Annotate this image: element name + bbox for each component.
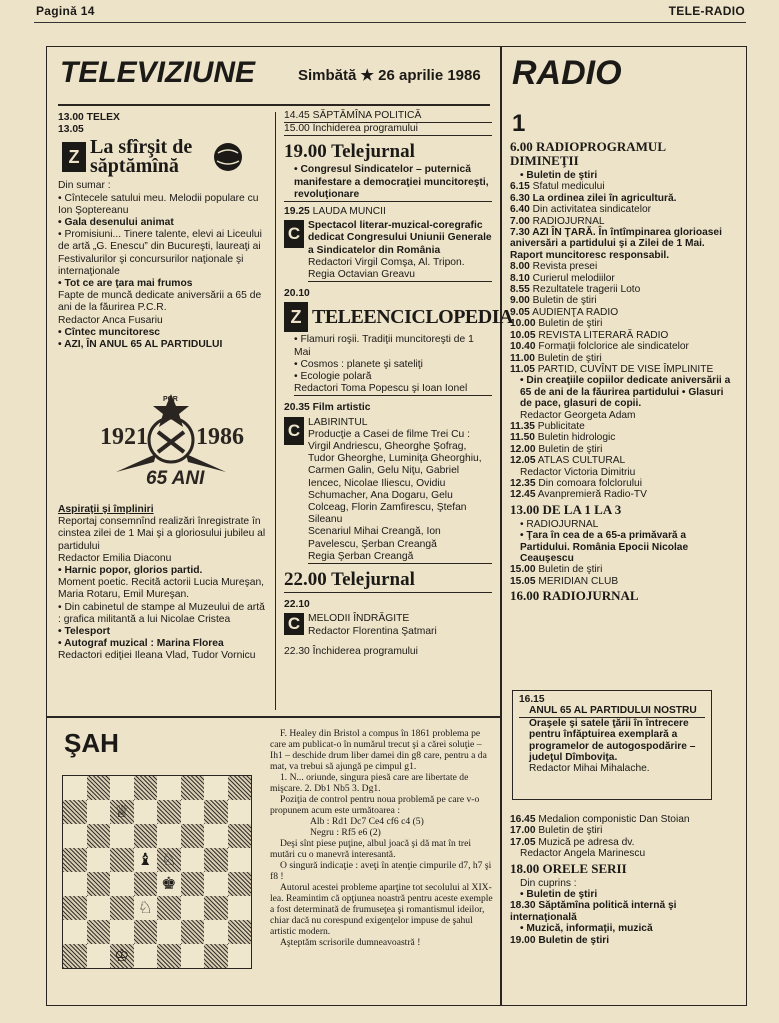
chess-square	[157, 848, 181, 872]
chess-square	[110, 776, 134, 800]
chess-square	[63, 944, 87, 968]
emblem-label: 65 ANI	[146, 468, 205, 489]
chess-square	[134, 776, 158, 800]
radio-title: RADIO	[512, 54, 622, 92]
chess-square	[87, 872, 111, 896]
radio-text: • Din creaţiile copiilor dedicate aniversării a 65 de ani de la făurirea partidului • Glasuri de pace, glasuri de copii.	[520, 375, 731, 410]
ball-icon	[212, 141, 244, 173]
chess-square	[181, 776, 205, 800]
chess-square	[63, 800, 87, 824]
labirintul-regia: Regia Şerban Creangă	[308, 551, 492, 564]
section-label: TELE-RADIO	[668, 4, 745, 18]
radio-text: Rezultatele tragerii Loto	[532, 284, 641, 296]
radio-time: 12.05	[510, 455, 536, 467]
radio-text: Din comoara folclorului	[538, 477, 642, 489]
chess-para: Alb : Rd1 Dc7 Ce4 cf6 c4 (5)	[310, 816, 424, 827]
radio-text: DE LA 1 LA 3	[542, 501, 622, 517]
box-red: Redactor Mihai Mihalache.	[529, 763, 650, 775]
radio-time: 11.35	[510, 420, 535, 432]
radio-item	[510, 204, 732, 215]
radio-text: RADIOJURNAL	[542, 588, 639, 604]
radio-time: 12.00	[510, 443, 536, 455]
color-tag-icon: C	[284, 613, 304, 635]
radio-text: MERIDIAN CLUB	[538, 575, 619, 587]
slot-1900: 19.00 Telejurnal	[284, 141, 415, 163]
radio-item	[510, 878, 732, 889]
radio-time: 9.05	[510, 306, 530, 318]
chess-para: Aşteptăm scrisorile dumneavoastră !	[280, 937, 421, 948]
chess-square	[204, 800, 228, 824]
sumar-item: Redactor Anca Fusariu	[58, 314, 163, 326]
radio-program-number: 1	[512, 110, 526, 137]
radio-item	[510, 216, 732, 227]
labirintul-block	[284, 417, 492, 564]
sumar2-item: Moment poetic. Recită actorii Lucia Mureşan, Maria Rotaru, Emil Mureşan.	[58, 577, 265, 601]
chess-square	[134, 848, 158, 872]
teleenciclopedia-items	[284, 334, 492, 396]
radio-item	[510, 814, 732, 825]
chess-square	[110, 848, 134, 872]
sumar2-item: Redactor Emilia Diaconu	[58, 552, 172, 564]
slot-2200: 22.00 Telejurnal	[284, 568, 492, 593]
lauda-red: Redactori Virgil Comşa, Al. Tripon.	[308, 256, 465, 268]
radio-item	[510, 181, 732, 192]
radio-text: Buletin de ştiri	[537, 352, 602, 364]
chess-para: Autorul acestei probleme aparţine tot secolului al XIX-lea. Reamintim că opţiunea noastră pentru aceste exemple a fost determinată de frumuseţea şi romantismul ideilor, chiar dacă nu corespund exigenţelor impuse de şahul artistic modern.	[270, 882, 493, 937]
radio-text: • Muzică, informaţii, muzică	[520, 923, 653, 935]
chess-square	[157, 896, 181, 920]
radio-column-2	[510, 814, 732, 946]
radio-item	[510, 273, 732, 284]
radio-time: 11.05	[510, 363, 535, 375]
chess-square	[157, 824, 181, 848]
radio-time: 10.40	[510, 341, 536, 353]
radio-text: La ordinea zilei în agricultură.	[532, 192, 677, 204]
chess-square	[134, 944, 158, 968]
chess-square	[87, 824, 111, 848]
radio-item	[510, 935, 732, 946]
tv-title: TELEVIZIUNE	[60, 56, 256, 89]
chess-square	[228, 896, 252, 920]
chess-square	[228, 848, 252, 872]
chess-square	[110, 824, 134, 848]
chess-square	[157, 776, 181, 800]
tv-col-divider	[275, 112, 276, 710]
chess-para: O singură indicaţie : aveţi în atenţie cimpurile d7, h7 şi f8 !	[270, 860, 492, 882]
radio-text: Buletin de ştiri	[538, 934, 610, 946]
chess-square	[181, 944, 205, 968]
chess-square	[157, 920, 181, 944]
radio-item	[510, 444, 732, 455]
sfirsit-logo	[62, 138, 268, 176]
sumar-item: • Promisiuni... Tinere talente, elevi ai Liceului de artă „G. Enescu” din Bucureşti, laureaţi ai Festivalurilor şi concursurilor naţionale şi internaţionale	[58, 229, 262, 277]
sumar2-item: Reportaj consemnînd realizări înregistrate în cinstea zilei de 1 Mai şi a gloriosului jubileu al partidului	[58, 516, 266, 552]
chess-square	[134, 872, 158, 896]
radio-text: Buletin de ştiri	[532, 295, 597, 307]
chess-title: ŞAH	[64, 728, 119, 758]
labirintul-title: LABIRINTUL	[308, 416, 368, 428]
radio-time: 11.00	[510, 352, 535, 364]
radio-text: ATLAS CULTURAL	[537, 455, 626, 467]
chess-square	[110, 800, 134, 824]
box-title: ANUL 65 AL PARTIDULUI NOSTRU	[519, 705, 705, 717]
radio-item	[510, 307, 732, 318]
chess-square	[204, 824, 228, 848]
radio-text: Curierul melodiilor	[532, 272, 615, 284]
sumar2-item: • Harnic popor, glorios partid.	[58, 565, 203, 577]
radio-item	[510, 140, 732, 168]
chess-square	[228, 776, 252, 800]
radio-text: REVISTA LITERARĂ RADIO	[538, 329, 669, 341]
radio-time: 17.05	[510, 836, 536, 848]
radio-text: Buletin de ştiri	[538, 443, 603, 455]
radio-time: 9.00	[510, 295, 530, 307]
radio-text: • Buletin de ştiri	[520, 170, 598, 181]
chess-square	[87, 848, 111, 872]
radio-item	[510, 318, 732, 329]
radio-time: 19.00	[510, 934, 536, 946]
radio-time: 6.00	[510, 139, 533, 154]
aspiratii-title: Aspiraţii şi împliniri	[58, 504, 154, 515]
tv-mid-column	[284, 110, 513, 658]
tv-symbol-icon: Z	[284, 302, 308, 332]
radio-item	[510, 375, 732, 409]
color-tag-icon: C	[284, 417, 304, 445]
page-number: Pagină 14	[36, 4, 95, 18]
chess-square	[134, 800, 158, 824]
teleenciclopedia-title: TELEENCICLOPEDIA	[312, 306, 513, 329]
chess-square	[110, 920, 134, 944]
chess-square	[87, 896, 111, 920]
radio-text: Buletin de ştiri	[538, 564, 603, 576]
chess-square	[63, 824, 87, 848]
radio-text: Buletin hidrologic	[537, 432, 616, 444]
tv-date: Simbătă ★ 26 aprilie 1986	[298, 67, 481, 84]
chess-square	[87, 776, 111, 800]
chess-piece-icon: ♔	[114, 945, 130, 966]
tele-item: • Cosmos : planete şi sateliţi	[294, 358, 423, 370]
slot-1900-note: • Congresul Sindicatelor – puternică manifestare a democraţiei muncitoreşti, revoluţionare	[284, 164, 492, 202]
chess-text	[270, 728, 494, 948]
radio-divider	[500, 46, 502, 1006]
radio-item	[510, 889, 732, 900]
chess-square	[63, 776, 87, 800]
chess-piece-icon: ♕	[114, 801, 130, 822]
chess-piece-icon: ♘	[137, 897, 153, 918]
chess-square	[63, 896, 87, 920]
chess-piece-icon: ♚	[161, 873, 177, 894]
radio-item	[510, 564, 732, 575]
sumar2-item: • Autograf muzical : Marina Florea	[58, 638, 224, 650]
sfirsit-title: La sfîrşit de săptămînă	[90, 136, 193, 178]
sumar2-item: • Telesport	[58, 626, 111, 638]
chess-square	[181, 920, 205, 944]
slot-1500: 15.00 Închiderea programului	[284, 123, 492, 136]
sumar-label: Din sumar :	[58, 180, 111, 192]
chess-para: F. Healey din Bristol a compus în 1861 problema pe care am publicat-o în numărul trecut şi a cărei soluţie – Ih1 – deschide drum liber damei din g8 care, pentru a da mat, va trebui să ajungă pe cimpul g1.	[270, 728, 487, 772]
radio-item	[510, 421, 732, 432]
radio-item	[510, 364, 732, 375]
radio-time: 16.45	[510, 814, 536, 825]
chess-square	[63, 848, 87, 872]
sumar-item: • AZI, ÎN ANUL 65 AL PARTIDULUI	[58, 339, 223, 351]
sumar-item: • Cîntecele satului meu. Melodii populare cu Ion Şoptereanu	[58, 192, 259, 216]
lauda-regia: Regia Octavian Greavu	[308, 269, 492, 282]
radio-item	[510, 589, 732, 603]
chess-square	[204, 872, 228, 896]
radio-text: Buletin de ştiri	[538, 318, 603, 330]
emblem-right-year: 1986	[196, 424, 244, 450]
radio-time: 6.40	[510, 204, 530, 216]
radio-text: Redactor Georgeta Adam	[520, 409, 636, 421]
tv-left-column-2	[58, 504, 268, 663]
radio-text: Muzică pe adresa dv.	[538, 836, 635, 848]
chess-square	[228, 872, 252, 896]
radio-time: 11.50	[510, 432, 535, 444]
radio-text: Săptămîna politică internă şi internaţională	[510, 900, 677, 923]
radio-text: RADIOJURNAL	[532, 215, 605, 227]
emblem-left-year: 1921	[100, 424, 148, 450]
radio-item	[510, 227, 732, 261]
radio-item	[510, 432, 732, 443]
chess-square	[134, 920, 158, 944]
chess-square	[87, 800, 111, 824]
radio-time: 10.00	[510, 318, 536, 330]
radio-text: Din activitatea sindicatelor	[532, 204, 652, 216]
labirintul-scenariu: Scenariul Mihai Creangă, Ion Pavelescu, Şerban Creangă	[308, 526, 441, 550]
chess-piece-icon: ♝	[137, 849, 153, 870]
radio-item	[510, 848, 732, 859]
slot-2230: 22.30 Închiderea programului	[284, 645, 418, 657]
radio-time: 7.30	[510, 227, 530, 239]
chess-piece-icon: ♘	[161, 849, 177, 870]
radio-time: 18.30	[510, 900, 536, 912]
sumar-item: • Tot ce are ţara mai frumos	[58, 278, 193, 290]
header-rule	[34, 22, 746, 23]
radio-time: 12.45	[510, 489, 536, 501]
radio-item	[510, 284, 732, 295]
slot-2035: 20.35 Film artistic	[284, 402, 371, 414]
chess-square	[181, 896, 205, 920]
chess-square	[204, 944, 228, 968]
radio-item	[510, 862, 732, 876]
box-time: 16.15	[519, 694, 545, 705]
radio-text: • Buletin de ştiri	[520, 889, 598, 901]
radio-item	[510, 261, 732, 272]
chess-para: Negru : Rf5 e6 (2)	[310, 827, 381, 838]
chess-para: 1. N... oriunde, singura piesă care are libertate de mişcare. 2. Db1 Nb5 3. Dg1.	[270, 772, 469, 794]
chess-square	[204, 920, 228, 944]
radio-item	[510, 410, 732, 421]
labirintul-cast: Producţie a Casei de filme Trei Cu : Virgil Andriescu, Gheorghe Şofrag, Tudor Gheorghe, Luminiţa Gheorghiu, Carmen Galin, Gelu Niţu, Gabriel Iencec, Nicolae Iliescu, Ovidiu Schumacher, Ana Dogaru, Gelu Colceag, Florin Zamfirescu, Ştefan Sileanu	[308, 428, 482, 526]
radio-item	[510, 353, 732, 364]
tv-symbol-icon: Z	[62, 142, 86, 172]
radio-item	[510, 295, 732, 306]
chess-square	[204, 776, 228, 800]
radio-time: 8.10	[510, 272, 530, 284]
lauda-block	[284, 220, 492, 282]
chess-square	[63, 872, 87, 896]
radio-text: • Ţara în cea de a 65-a primăvară a Partidului. România Epocii Nicolae Ceauşescu	[520, 530, 689, 564]
radio-time: 15.05	[510, 575, 536, 587]
chess-divider	[46, 716, 500, 718]
radio-item	[510, 193, 732, 204]
radio-item	[510, 455, 732, 466]
radio-item	[510, 530, 732, 564]
radio-text: Medalion componistic Dan Stoian	[538, 814, 690, 825]
radio-column	[510, 138, 732, 605]
melodii-red: Redactor Florentina Şatmari	[308, 625, 437, 637]
radio-text: Revista presei	[532, 261, 598, 273]
radio-item	[510, 341, 732, 352]
radio-text: PARTID, CUVÎNT DE VISE ÎMPLINITE	[537, 363, 714, 375]
radio-text: Avanpremieră Radio-TV	[537, 489, 647, 501]
radio-time: 8.00	[510, 261, 530, 273]
radio-text: • RADIOJURNAL	[520, 518, 599, 530]
radio-item	[510, 489, 732, 500]
chess-square	[228, 944, 252, 968]
radio-text: Sfatul medicului	[532, 181, 605, 193]
radio-time: 18.00	[510, 860, 540, 876]
sumar2-item: • Din cabinetul de stampe al Muzeului de artă : grafica militantă a lui Nicolae Cristea	[58, 601, 265, 625]
radio-item	[510, 503, 732, 517]
chess-square	[181, 800, 205, 824]
chess-square	[157, 800, 181, 824]
radio-text: Formaţii folclorice ale sindicatelor	[538, 341, 689, 353]
radio-item	[510, 576, 732, 587]
tele-item: Redactori Toma Popescu şi Ioan Ionel	[294, 383, 492, 396]
radio-time: 10.05	[510, 329, 536, 341]
chess-square	[228, 824, 252, 848]
radio-box	[512, 690, 712, 800]
radio-item	[510, 923, 732, 934]
chess-square	[228, 920, 252, 944]
radio-item	[510, 837, 732, 848]
chess-para: Poziţia de control pentru noua problemă pe care v-o propunem acum este următoarea :	[270, 794, 480, 816]
color-tag-icon: C	[284, 220, 304, 248]
radio-time: 6.30	[510, 192, 530, 204]
radio-time: 7.00	[510, 215, 530, 227]
slot-1305: 13.05	[58, 124, 84, 136]
chess-square	[87, 920, 111, 944]
chess-square	[134, 824, 158, 848]
teleenciclopedia-logo	[284, 302, 513, 332]
radio-time: 16.00	[510, 588, 540, 604]
chess-square	[181, 848, 205, 872]
tv-title-rule	[58, 104, 490, 106]
sumar2-item: Redactori ediţiei Ileana Vlad, Tudor Vornicu	[58, 650, 256, 662]
slot-2010: 20.10	[284, 288, 310, 300]
slot-1925: 19.25 LAUDA MUNCII	[284, 206, 386, 218]
radio-time: 6.15	[510, 181, 530, 193]
chess-square	[204, 848, 228, 872]
radio-text: Buletin de ştiri	[538, 825, 603, 837]
chess-square	[157, 944, 181, 968]
radio-item	[510, 330, 732, 341]
radio-item	[510, 170, 732, 181]
slot-2210: 22.10	[284, 599, 310, 611]
chess-square	[87, 944, 111, 968]
radio-text: Redactor Victoria Dimitriu	[520, 466, 636, 478]
chess-square	[63, 920, 87, 944]
radio-text: Publicitate	[537, 420, 585, 432]
chess-square	[110, 944, 134, 968]
radio-text: RADIOPROGRAMUL DIMINEŢII	[510, 139, 666, 168]
tele-item: • Ecologie polară	[294, 371, 372, 383]
radio-item	[510, 825, 732, 836]
chess-square	[181, 872, 205, 896]
melodii-block	[284, 613, 492, 637]
melodii-title: MELODII ÎNDRĂGITE	[308, 613, 410, 625]
radio-text: ORELE SERII	[542, 860, 627, 876]
sumar-item: • Cîntec muncitoresc	[58, 326, 161, 338]
slot-1445: 14.45 SĂPTĂMÎNA POLITICĂ	[284, 110, 492, 123]
slot-telex: 13.00 TELEX	[58, 112, 120, 123]
radio-text: Din cuprins :	[520, 877, 577, 889]
radio-text: AUDIENŢA RADIO	[532, 306, 619, 318]
radio-item	[510, 900, 732, 923]
radio-item	[510, 519, 732, 530]
pcr-65-emblem	[96, 392, 246, 502]
radio-time: 17.00	[510, 825, 536, 837]
radio-time: 15.00	[510, 564, 536, 576]
chess-square	[181, 824, 205, 848]
radio-item	[510, 467, 732, 478]
chess-square	[110, 896, 134, 920]
box-text: Oraşele şi satele ţării în întrecere pentru înfăptuirea exemplară a programelor de autogospodărire – judeţul Dîmboviţa.	[529, 717, 696, 764]
chess-para: Deşi sînt piese puţine, albul joacă şi dă mat în trei mutări cu o manevră interesantă.	[270, 838, 472, 860]
chess-square	[204, 896, 228, 920]
emblem-top: PCR	[163, 396, 178, 403]
radio-time: 12.35	[510, 477, 536, 489]
radio-time: 13.00	[510, 501, 540, 517]
chess-square	[110, 872, 134, 896]
radio-item	[510, 478, 732, 489]
chess-square	[157, 872, 181, 896]
tv-left-column	[58, 112, 268, 351]
tele-item: • Flamuri roşii. Tradiţii muncitoreşti de 1 Mai	[294, 334, 474, 358]
sumar-item: Fapte de muncă dedicate aniversării a 65 de ani de la făurirea P.C.R.	[58, 290, 262, 314]
lauda-desc: Spectacol literar-muzical-coregrafic dedicat Congresului Uniunii Generale a Sindicatelor din România	[308, 220, 492, 256]
radio-text: Redactor Angela Marinescu	[520, 848, 646, 860]
radio-text: AZI ÎN ŢARĂ. În întîmpinarea glorioasei aniversări a partidului şi a Zilei de 1 Mai. Raport muncitoresc responsabil.	[510, 227, 722, 261]
chess-board	[62, 775, 252, 969]
chess-square	[134, 896, 158, 920]
chess-square	[228, 800, 252, 824]
sumar-item: • Gala desenului animat	[58, 217, 174, 229]
radio-time: 8.55	[510, 284, 530, 296]
